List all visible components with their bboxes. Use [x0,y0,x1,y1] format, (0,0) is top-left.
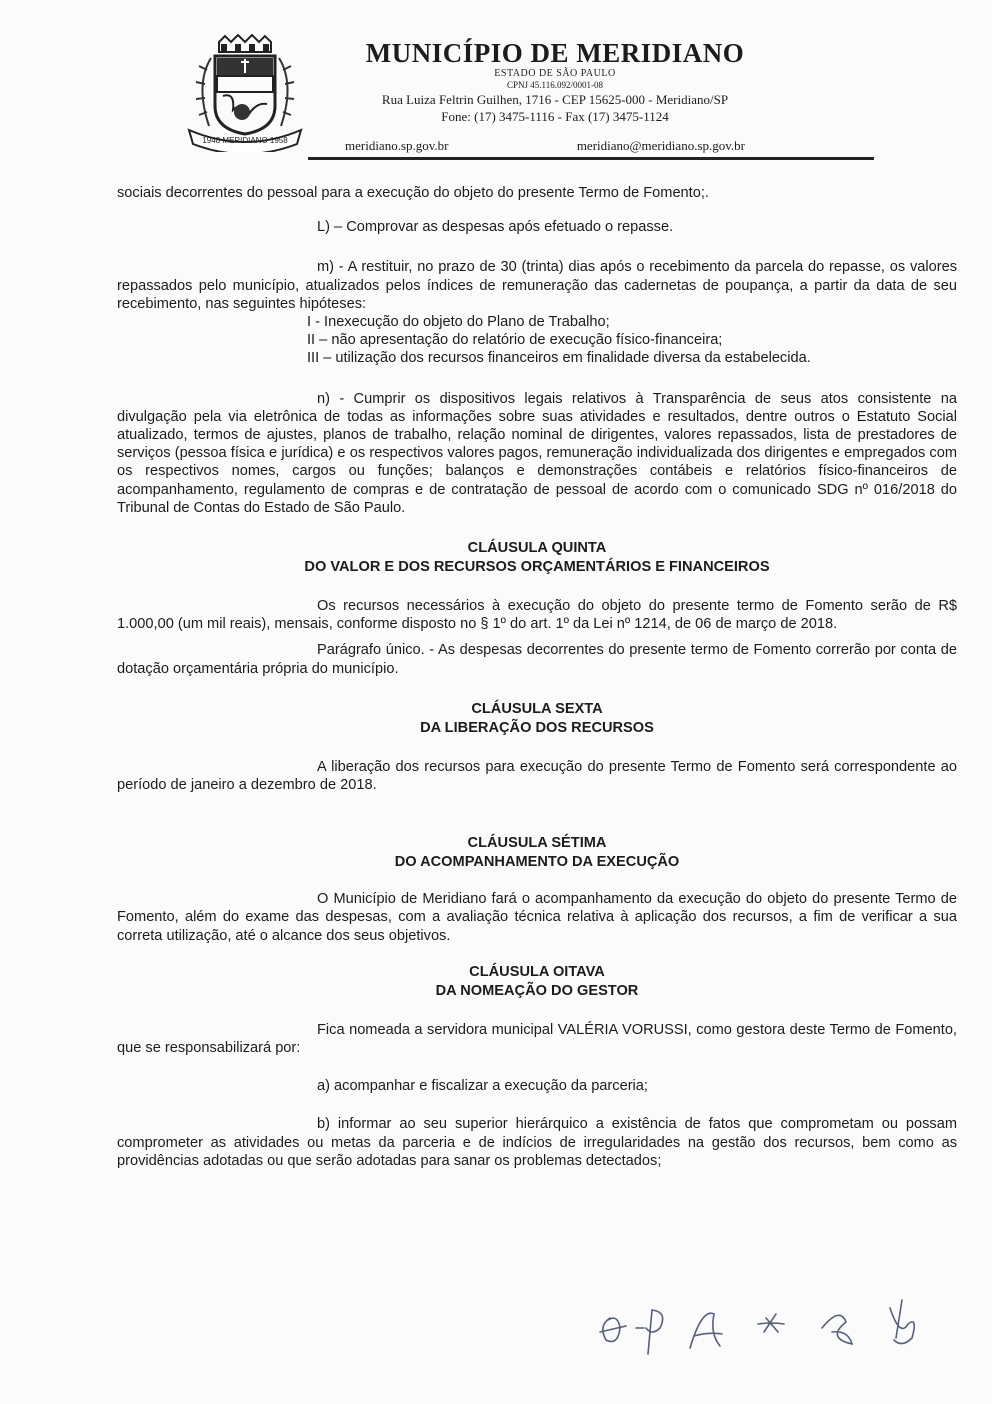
paragraph-sociais: sociais decorrentes do pessoal para a execução do objeto do presente Termo de Fomento;. [117,185,709,201]
paragraph-n: n) - Cumprir os dispositivos legais relativos à Transparência de seus atos consistente na divulgação pela via eletrônica de todas as informações sobre suas atividades e resultados, dentre outros o Estatuto Social atualizado, termos de ajustes, planos de trabalho, relação nominal de dirigentes, valores repassados, lista de prestadores de serviços (pessoa física e jurídica) e os respectivos valores pagos, remuneração individualizada dos dirigentes e empregados com os respectivos nomes, cargos ou funções; balanços e demonstrações contábeis e relatórios físico-financeiros de acompanhamento, regulamento de compras e de contratação de pessoal de acordo com o comunicado SDG nº 016/2018 do Tribunal de Contas do Estado de São Paulo. [117,390,957,516]
clause-7-paragraph: O Município de Meridiano fará o acompanhamento da execução do objeto do presente Termo de Fomento, além do exame das despesas, com a avaliação técnica relativa à aplicação dos recursos, a fim de verificar a sua correta utilização, até o alcance dos seus objetivos. [117,891,957,944]
clause-6-paragraph: A liberação dos recursos para execução do presente Termo de Fomento será correspondente ao período de janeiro a dezembro de 2018. [117,758,957,794]
list-item: I - Inexecução do objeto do Plano de Trabalho; [307,314,610,331]
header-divider [308,157,874,160]
paragraph-l: L) – Comprovar as despesas após efetuado o repasse. [317,219,674,236]
clause-5-paragraph: Os recursos necessários à execução do objeto do presente termo de Fomento serão de R$ 1.000,00 (um mil reais), mensais, conforme disposto no § 1º do art. 1º da Lei nº 1214, de 06 de março de 2018. [117,598,957,633]
clause-8-title: CLÁUSULA OITAVA [469,963,605,980]
email-link[interactable]: meridiano@meridiano.sp.gov.br [576,138,745,153]
clause-8-item-a: a) acompanhar e fiscalizar a execução da parceria; [317,1078,648,1095]
cnpj: CPNJ 45.116.092/0001-08 [507,80,603,90]
clause-6-subtitle: DA LIBERAÇÃO DOS RECURSOS [420,719,654,736]
clause-7-title: CLÁUSULA SÉTIMA [467,835,607,852]
letterhead [185,28,875,163]
website-link[interactable]: meridiano.sp.gov.br [345,138,449,153]
address: Rua Luiza Feltrin Guilhen, 1716 - CEP 15625-000 - Meridiano/SP [381,92,729,107]
handwritten-initials [590,1288,950,1368]
clause-7-subtitle: DO ACOMPANHAMENTO DA EXECUÇÃO [394,854,680,871]
list-item: II – não apresentação do relatório de execução físico-financeira; [307,332,723,349]
list-item: III – utilização dos recursos financeiros em finalidade diversa da estabelecida. [307,350,811,367]
paragraph-m: m) - A restituir, no prazo de 30 (trinta) dias após o recebimento da parcela do repasse, os valores repassados pelo município, atualizados pelos índices de remuneração das cadernetas de poupança, a partir da data de seu recebimento, nas seguintes hipóteses: [117,259,957,312]
municipal-coat-of-arms [185,34,305,152]
clause-6-title: CLÁUSULA SEXTA [471,700,603,717]
clause-5-subtitle: DO VALOR E DOS RECURSOS ORÇAMENTÁRIOS E FINANCEIROS [304,559,770,576]
document-body [117,184,957,1170]
clause-8-item-b: b) informar ao seu superior hierárquico a existência de fatos que comprometam ou possam comprometer as atividades ou metas da parceria e de indícios de irregularidades na gestão dos recursos, bem como as providências adotadas ou que serão adotadas para sanar os problemas detectados; [117,1116,957,1169]
municipality-name: MUNICÍPIO DE MERIDIANO [365,38,745,68]
clause-8-paragraph: Fica nomeada a servidora municipal VALÉRIA VORUSSI, como gestora deste Termo de Fomento, que se responsabilizará por: [117,1021,957,1057]
clause-5-title: CLÁUSULA QUINTA [467,540,607,557]
svg-text:1948 MERIDIANO 1958: 1948 MERIDIANO 1958 [202,136,288,145]
letterhead-text [345,38,765,125]
phone-fax: Fone: (17) 3475-1116 - Fax (17) 3475-1124 [441,109,669,124]
state-name: ESTADO DE SÃO PAULO [494,68,616,79]
clause-8-subtitle: DA NOMEAÇÃO DO GESTOR [435,982,639,999]
clause-5-sole-paragraph: Parágrafo único. - As despesas decorrentes do presente termo de Fomento correrão por conta de dotação orçamentária própria do município. [117,642,957,677]
